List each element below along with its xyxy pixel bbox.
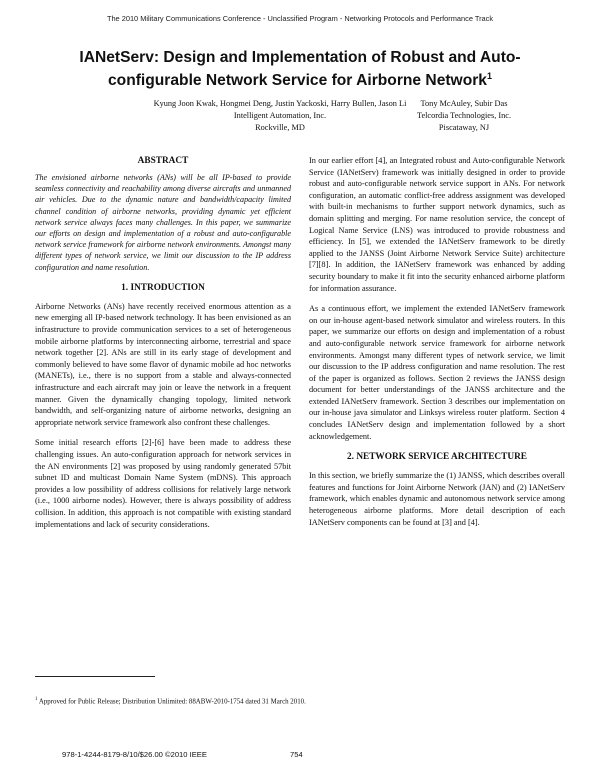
author-location-left: Rockville, MD xyxy=(255,123,305,133)
title-line-2-text: configurable Network Service for Airborne Network xyxy=(108,72,487,90)
author-names-right: Tony McAuley, Subir Das xyxy=(420,99,508,108)
title-footnote-mark: 1 xyxy=(486,71,492,81)
abstract-heading: ABSTRACT xyxy=(137,156,189,166)
architecture-heading: 2. NETWORK SERVICE ARCHITECTURE xyxy=(347,452,527,463)
right-column xyxy=(309,155,565,537)
footnote-mark: 1 xyxy=(35,697,38,702)
author-location-right: Piscataway, NJ xyxy=(438,123,490,133)
footnote xyxy=(35,695,565,706)
footnote-divider xyxy=(35,676,155,677)
intro-paragraph-1: Airborne Networks (ANs) have recently received enormous attention as a new emerging all IP-based network technology. It has been envisioned as an infrastructure to provide communication services to a set of heterogeneous mobile airborne platforms by interconnecting airborne, terrestrial and space network together [2]. ANs are still in its early stage of development and commonly believed to have some flavor of dynamic mobile ad hoc networks (MANETs), i.e., there is no support from a stable and always-connected infrastructure and each aircraft may join or leave the network in a frequent manner. Given the dynamically changing topology, limited network bandwidth, and self-organizing nature of airborne networks, designing an appropriate network service framework also confront these challenges. xyxy=(35,301,291,427)
architecture-paragraph-1: In this section, we briefly summarize the (1) JANSS, which describes overall features and functions for Joint Airborne Network (JAN) and (2) IANetServ framework, which enables dynamic and autonomous network service among heterogeneous airborne platforms. More detail description of each IANetServ components can be found at [3] and [4]. xyxy=(309,471,565,527)
page-number: 754 xyxy=(290,750,303,759)
right-paragraph-2: As a continuous effort, we implement the extended IANetServ framework on our in-house agent-based network simulator and wireless routers. In this paper, we summarize our efforts on design and implementation of a robust and auto-configurable network service framework for airborne network environments. Amongst many different types of network service, we limit our discussion to the IP address configuration and name resolution. The rest of the paper is organized as follows. Section 2 reviews the JANSS design document for better understandings of the JANSS architecture and the extended IANetServ framework. Section 3 describes our implementation on our in-house java simulator and Linksys wireless router platform. Section 4 concludes IANetServ design and implementation followed by a short acknowledgement. xyxy=(309,304,565,441)
author-block-right xyxy=(400,98,528,135)
paper-title xyxy=(36,48,564,90)
footnote-text: Approved for Public Release; Distribution Unlimited: 88ABW-2010-1754 dated 31 March 2010. xyxy=(37,698,306,706)
footer-copyright: 978-1-4244-8179-8/10/$26.00 ©2010 IEEE xyxy=(62,750,207,759)
author-block-left xyxy=(150,98,410,135)
intro-paragraph-2: Some initial research efforts [2]-[6] have been made to address these challenging issues. An auto-configuration approach for network services in the AN environments [2] was proposed by using randomly generated 57bit subnet ID and multicast Domain Name System (mDNS). This approach provides a low possibility of address collisions for relatively large network (i.e., 1000 airborne nodes). However, there is always possibility of address collision. In addition, this approach is not compatible with existing standard implementations and lack of security considerations. xyxy=(35,438,291,529)
title-line-1: IANetServ: Design and Implementation of Robust and Auto- xyxy=(79,49,521,66)
right-paragraph-1: In our earlier effort [4], an Integrated robust and Auto-configurable Network Service (IANetServ) framework was initially designed in order to provide robust and auto-configurable network service support in ANs. For network configuration, an automatic conflict-free address assignment was developed with built-in mechanisms to further support network dynamics, such as domain splitting and merging. For name resolution service, the concept of Logical Name Service (LNS) was introduced to provide robustness and efficiency. In [5], we extended the IANetServ framework to be diretly applied to the JANSS (Joint Airborne Network Service Suite) architecture [7][8]. In addition, the IANetServ framework was enhanced by adding security boundary to make it fit into the security enhanced airborne platform for information assurance. xyxy=(309,156,565,293)
author-affiliation-right: Telcordia Technologies, Inc. xyxy=(416,111,512,121)
intro-heading: 1. INTRODUCTION xyxy=(121,282,205,293)
left-column xyxy=(35,155,291,539)
author-names-left: Kyung Joon Kwak, Hongmei Deng, Justin Yackoski, Harry Bullen, Jason Li xyxy=(153,99,407,108)
running-head: The 2010 Military Communications Conference - Unclassified Program - Networking Protocols and Performance Track xyxy=(106,14,494,23)
author-affiliation-left: Intelligent Automation, Inc. xyxy=(233,111,327,121)
abstract-text: The envisioned airborne networks (ANs) will be all IP-based to provide seamless connectivity and reachability among diverse aircrafts and unmanned air vehicles. Due to the dynamic nature and bandwidth/capacity limited channel condition of airborne networks, providing dynamic yet efficient network service always faces many challenges. In this paper, we summarize our efforts on design and implementation of a robust and auto-configurable network service framework for airborne network environments. Amongst many different types of network service, we limit our discussion to the IP address configuration and name resolution. xyxy=(35,173,291,272)
title-line-2 xyxy=(36,67,564,90)
